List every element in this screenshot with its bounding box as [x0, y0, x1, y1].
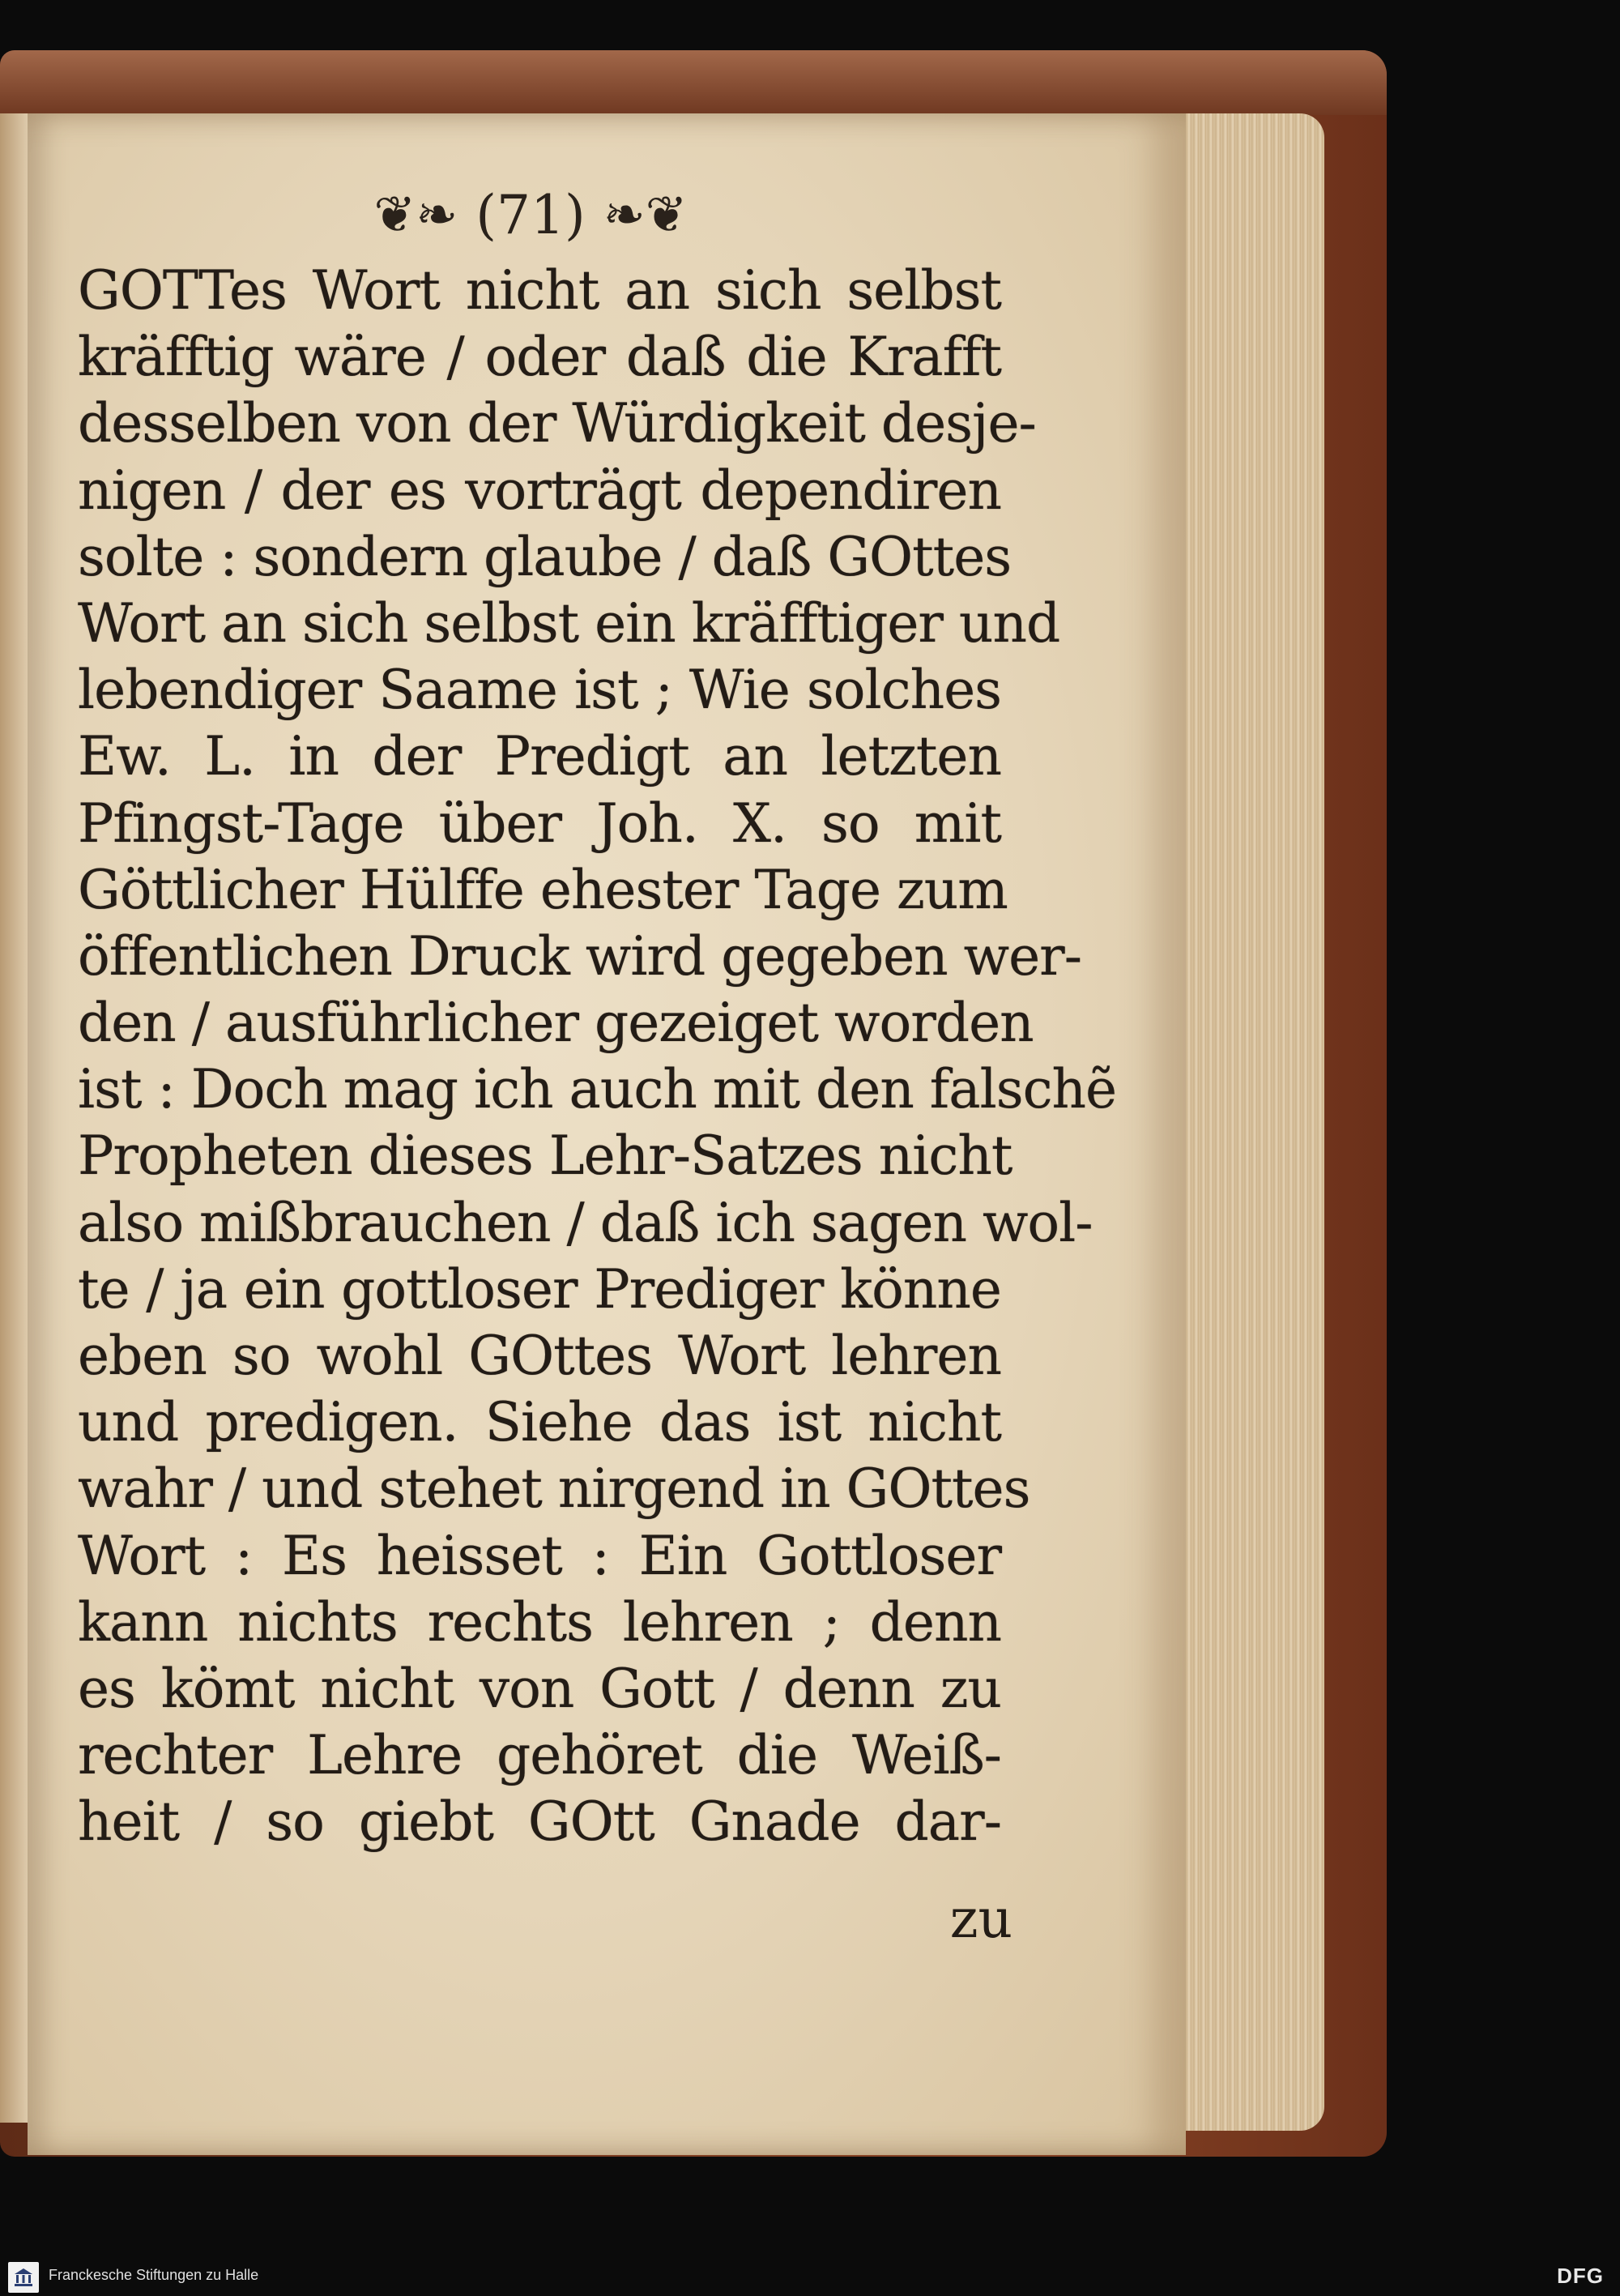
ornament-right-icon: ❧❦: [603, 185, 688, 244]
text-line: te / ja ein gottloser Prediger könne: [78, 1257, 1001, 1321]
text-line: kann nichts rechts lehren ; denn: [78, 1590, 1001, 1654]
foundation-building-icon[interactable]: [8, 2262, 39, 2293]
foundation-building-icon-svg: [12, 2266, 35, 2289]
text-line: rechter Lehre gehöret die Weiß-: [78, 1724, 1001, 1787]
page-block-edges: [1162, 113, 1324, 2131]
book-cover-top-edge: [0, 50, 1387, 115]
text-line: öffentlichen Druck wird gegeben wer-: [78, 924, 1082, 988]
text-line: und predigen. Siehe das ist nicht: [78, 1391, 1001, 1454]
text-line: desselben von der Würdigkeit desje-: [78, 392, 1036, 455]
page-number: (71): [475, 183, 586, 246]
text-line: Ew. L. in der Predigt an letzten: [78, 725, 1001, 788]
text-line: nigen / der es vorträgt dependiren: [78, 459, 1001, 522]
body-text: [78, 258, 1117, 1856]
text-line: Wort : Es heisset : Ein Gottloser: [78, 1524, 1001, 1587]
text-line: es kömt nicht von Gott / denn zu: [78, 1657, 1001, 1720]
text-line: wahr / und stehet nirgend in GOttes: [78, 1457, 1030, 1521]
text-line: ist : Doch mag ich auch mit den falschẽ: [78, 1058, 1117, 1121]
institution-label[interactable]: Franckesche Stiftungen zu Halle: [49, 2267, 259, 2283]
text-line: lebendiger Saame ist ; Wie solches: [78, 659, 1001, 722]
catchword: zu: [949, 1888, 1013, 1950]
viewer-footer: [0, 2259, 1620, 2296]
text-line: Göttlicher Hülffe ehester Tage zum: [78, 858, 1008, 921]
left-page-edge: [0, 113, 31, 2123]
text-line: heit / so giebt GOtt Gnade dar-: [78, 1790, 1001, 1854]
text-line: kräfftig wäre / oder daß die Krafft: [78, 326, 1001, 389]
text-line: Propheten dieses Lehr-Satzes nicht: [78, 1125, 1013, 1188]
ornament-left-icon: ❦❧: [373, 185, 458, 244]
text-line: den / ausführlicher gezeiget worden: [78, 992, 1034, 1055]
text-line: eben so wohl GOttes Wort lehren: [78, 1325, 1001, 1387]
text-line: Wort an sich selbst ein kräfftiger und: [78, 591, 1060, 655]
text-line: Pfingst-Tage über Joh. X. so mit: [78, 792, 1001, 855]
dfg-logo[interactable]: DFG: [1557, 2264, 1604, 2288]
text-line: also mißbrauchen / daß ich sagen wol-: [78, 1191, 1093, 1254]
text-line: solte : sondern glaube / daß GOttes: [78, 525, 1012, 588]
text-line: GOTTes Wort nicht an sich selbst: [78, 259, 1001, 322]
page-header: [340, 178, 721, 251]
